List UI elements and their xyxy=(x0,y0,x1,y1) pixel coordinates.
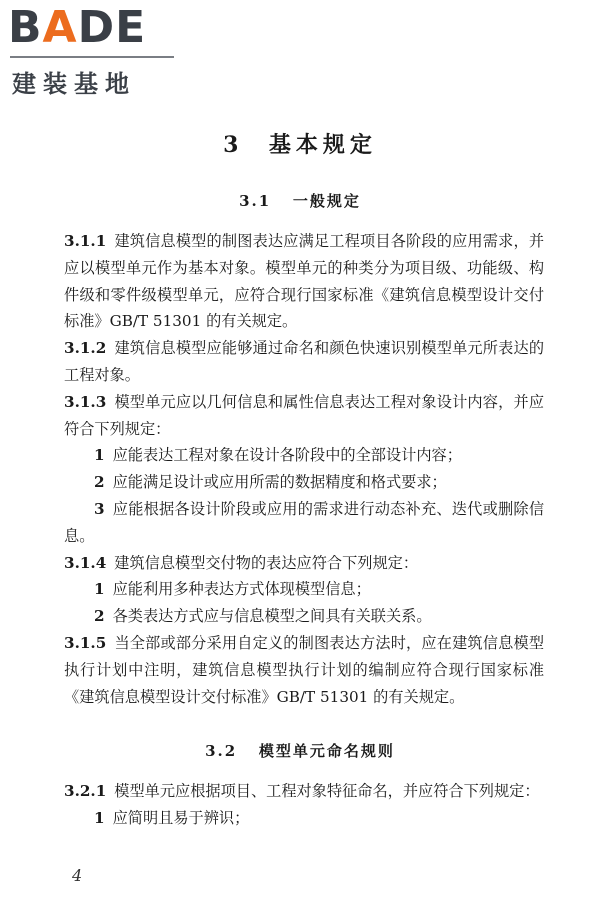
bade-logo xyxy=(8,2,178,98)
section-3-1-body xyxy=(64,228,544,710)
clause-3-2-1-item-1: 1 应简明且易于辨识； xyxy=(94,808,250,827)
clause-3-1-2: 3.1.2 建筑信息模型应能够通过命名和颜色快速识别模型单元所表达的工程对象。 xyxy=(64,339,544,384)
clause-3-1-3-item-2: 2 应能满足设计或应用所需的数据精度和格式要求； xyxy=(94,473,447,492)
clause-3-2-1: 3.2.1 模型单元应根据项目、工程对象特征命名，并应符合下列规定： xyxy=(64,782,540,800)
clause-3-1-4-item-2: 2 各类表达方式应与信息模型之间具有关联关系。 xyxy=(94,607,432,626)
clause-3-1-5: 3.1.5 当全部或部分采用自定义的制图表达方法时，应在建筑信息模型执行计划中注明，建筑信息模型执行计划的编制应符合现行国家标准《建筑信息模型设计交付标准》GB/T 51301 的有关规定。 xyxy=(64,633,544,706)
clause-3-1-4: 3.1.4 建筑信息模型交付物的表达应符合下列规定： xyxy=(64,553,419,572)
section-title-3-1: 3.1 一般规定 xyxy=(239,192,361,210)
logo-subtitle: 建装基地 xyxy=(12,70,136,98)
chapter-name: 基本规定 xyxy=(268,132,377,158)
clause-3-1-1: 3.1.1 建筑信息模型的制图表达应满足工程项目各阶段的应用需求，并应以模型单元作为基本对象。模型单元的种类分为项目级、功能级、构件级和零件级模型单元，应符合现行国家标准《建筑信息模型设计交付标准》GB/T 51301 的有关规定。 xyxy=(64,232,544,331)
page-number: 4 xyxy=(72,866,83,885)
logo-divider xyxy=(10,56,174,58)
clause-3-1-3-item-3: 3 应能根据各设计阶段或应用的需求进行动态补充、迭代或删除信息。 xyxy=(64,499,544,545)
clause-3-1-3-item-1: 1 应能表达工程对象在设计各阶段中的全部设计内容； xyxy=(94,446,462,465)
clause-3-1-3: 3.1.3 模型单元应以几何信息和属性信息表达工程对象设计内容，并应符合下列规定： xyxy=(64,392,544,438)
clause-3-1-4-item-1: 1 应能利用多种表达方式体现模型信息； xyxy=(94,580,371,599)
chapter-number: 3 xyxy=(223,132,244,158)
logo-wordmark: BADE xyxy=(8,2,147,53)
section-title-3-2: 3.2 模型单元命名规则 xyxy=(205,742,395,760)
section-3-2-body xyxy=(64,778,544,832)
chapter-title xyxy=(0,128,600,159)
